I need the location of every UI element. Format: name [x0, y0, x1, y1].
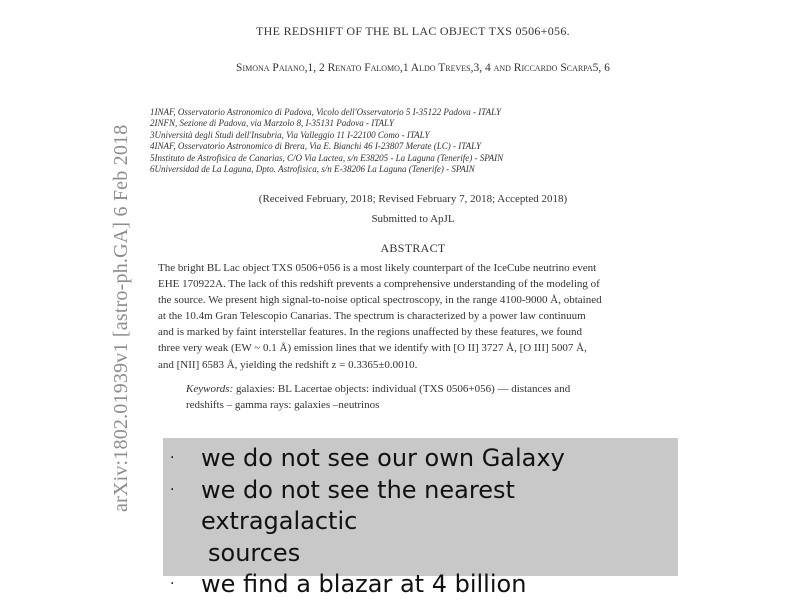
bullet-text: extragalactic	[201, 507, 358, 535]
bullet-text: sources	[208, 538, 301, 567]
abstract-line: and [NII] 6583 Å, yielding the redshift z = 0.3365±0.0010.	[158, 358, 418, 371]
author-list: Simona Paiano,1, 2 Renato Falomo,1 Aldo Treves,3, 4 and Riccardo Scarpa5, 6	[236, 62, 610, 74]
paper-title: THE REDSHIFT OF THE BL LAC OBJECT TXS 0506+056.	[256, 24, 570, 38]
bullet-text: we find a blazar at 4 billion	[201, 570, 527, 598]
abstract-line: the source. We present high signal-to-noise optical spectroscopy, in the range 4100-9000 Å, obtained	[158, 294, 602, 307]
bullet-marker: ·	[170, 481, 175, 498]
affiliation-item: 2INFN, Sezione di Padova, via Marzolo 8, I-35131 Padova - ITALY	[150, 118, 394, 129]
keywords-text: galaxies: BL Lacertae objects: individual (TXS 0506+056) — distances and	[236, 383, 571, 395]
submitted-journal: Submitted to ApJL	[371, 213, 455, 225]
bullet-list	[170, 443, 790, 601]
bullet-text: we do not see our own Galaxy	[201, 444, 565, 472]
affiliation-item: 3Università degli Studi dell'Insubria, Via Valleggio 11 I-22100 Como - ITALY	[150, 129, 430, 140]
bullet-marker: ·	[170, 450, 175, 466]
keywords-label: Keywords:	[186, 383, 234, 395]
abstract-line: EHE 170922A. The lack of this redshift prevents a comprehensive understanding of the modeling of	[158, 278, 600, 291]
abstract-line: The bright BL Lac object TXS 0506+056 is a most likely counterpart of the IceCube neutrino event	[158, 262, 597, 274]
bullet-item	[170, 475, 790, 570]
affiliation-item: 1INAF, Osservatorio Astronomico di Padova, Vicolo dell'Osservatorio 5 I-35122 Padova - ITALY	[150, 107, 501, 117]
affiliation-item: 6Universidad de La Laguna, Dpto. Astrofisica, s/n E-38206 La Laguna (Tenerife) - SPAIN	[150, 164, 475, 175]
arxiv-identifier-stamp: arXiv:1802.01939v1 [astro-ph.GA] 6 Feb 2018	[110, 124, 132, 512]
bullet-marker: ·	[170, 576, 175, 592]
keywords-line: redshifts – gamma rays: galaxies –neutrinos	[186, 399, 380, 411]
received-dates: (Received February, 2018; Revised February 7, 2018; Accepted 2018)	[258, 193, 568, 205]
abstract-line: at the 10.4m Gran Telescopio Canarias. The spectrum is characterized by a power law continuum	[158, 310, 586, 323]
affiliation-list	[150, 107, 680, 175]
keywords-block	[186, 381, 666, 413]
affiliation-item: 4INAF, Osservatorio Astronomico di Brera, Via E. Bianchi 46 I-23807 Merate (LC) - ITALY	[150, 141, 481, 152]
abstract-heading: ABSTRACT	[380, 241, 446, 255]
bullet-item	[170, 569, 790, 601]
abstract-line: three very weak (EW ~ 0.1 Å) emission lines that we identify with [O II] 3727 Å, [O III] 5007 Å,	[158, 342, 587, 355]
bullet-item	[170, 443, 790, 475]
keywords-line	[186, 381, 666, 397]
bullet-text: we do not see the nearest	[201, 475, 515, 504]
abstract-body	[158, 260, 678, 373]
affiliation-item: 5Instituto de Astrofisica de Canarias, C/O Via Lactea, s/n E38205 - La Laguna (Tenerife) - SPAIN	[150, 152, 504, 163]
abstract-line: and is marked by faint interstellar features. In the regions unaffected by these features, we found	[158, 326, 583, 339]
